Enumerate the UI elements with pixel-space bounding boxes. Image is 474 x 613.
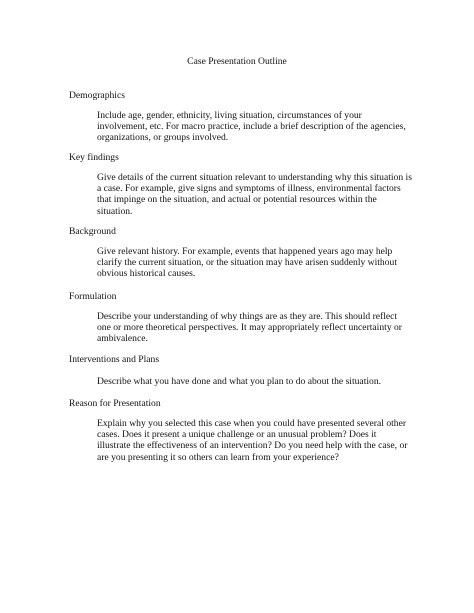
- section-heading-key-findings: Key findings: [69, 152, 119, 163]
- body-line: illustrate the effectiveness of an intervention? Do you need help with the case, or: [97, 440, 408, 452]
- body-line: situation.: [97, 205, 133, 217]
- body-line: Describe what you have done and what you plan to do about the situation.: [97, 376, 382, 387]
- body-line: that impinge on the situation, and actual or potential resources within the: [97, 194, 377, 206]
- section-body-reason-for-presentation: [97, 418, 417, 463]
- body-line: involvement, etc. For macro practice, include a brief description of the agencies,: [97, 121, 406, 133]
- body-line: Give relevant history. For example, events that happened years ago may help: [97, 246, 393, 257]
- section-body-formulation: [97, 311, 417, 345]
- body-line: clarify the current situation, or the situation may have arisen suddenly without: [97, 257, 397, 269]
- body-line: Describe your understanding of why things are as they are. This should reflect: [97, 311, 398, 322]
- body-line: are you presenting it so others can learn from your experience?: [97, 451, 339, 463]
- body-line: Include age, gender, ethnicity, living situation, circumstances of your: [97, 110, 362, 121]
- section-body-key-findings: [97, 172, 417, 217]
- section-heading-demographics: Demographics: [69, 90, 125, 101]
- section-body-background: [97, 246, 417, 280]
- body-line: a case. For example, give signs and symptoms of illness, environmental factors: [97, 183, 401, 195]
- body-line: cases. Does it present a unique challenge or an unusual problem? Does it: [97, 429, 377, 441]
- body-line: obvious historical causes.: [97, 268, 196, 280]
- section-heading-interventions-and-plans: Interventions and Plans: [69, 354, 160, 365]
- section-heading-background: Background: [69, 226, 116, 237]
- body-line: one or more theoretical perspectives. It may appropriately reflect uncertainty or: [97, 322, 402, 334]
- body-line: Explain why you selected this case when you could have presented several other: [97, 418, 407, 429]
- body-line: organizations, or groups involved.: [97, 132, 229, 144]
- body-line: ambivalence.: [97, 333, 148, 345]
- section-heading-formulation: Formulation: [69, 291, 117, 302]
- page-title: Case Presentation Outline: [187, 56, 287, 67]
- section-body-interventions-and-plans: [97, 376, 417, 387]
- section-heading-reason-for-presentation: Reason for Presentation: [69, 398, 161, 409]
- section-body-demographics: [97, 110, 417, 144]
- body-line: Give details of the current situation relevant to understanding why this situation is: [97, 172, 412, 183]
